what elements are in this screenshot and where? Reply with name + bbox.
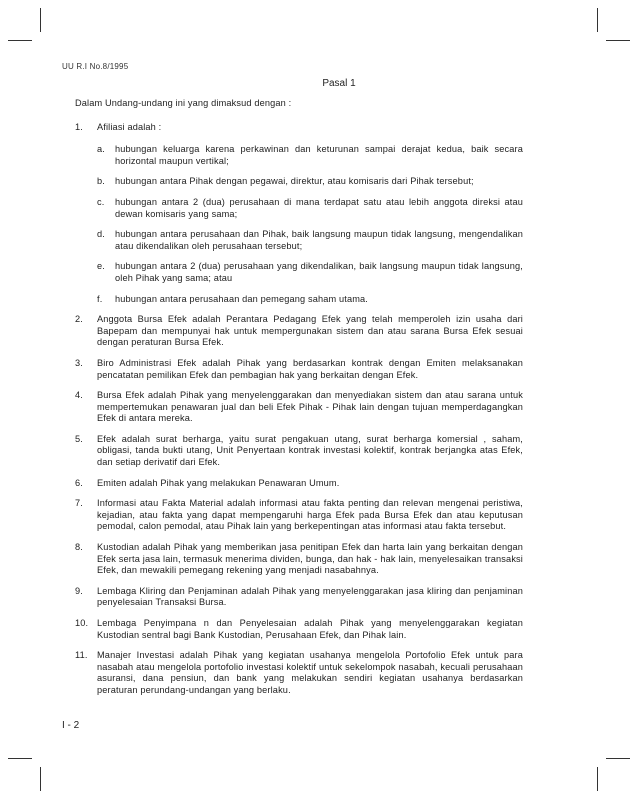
item-text: Emiten adalah Pihak yang melakukan Penawaran Umum. — [97, 477, 340, 488]
sub-item-list — [97, 144, 523, 305]
sub-item — [97, 294, 523, 306]
item-number: 7. — [75, 498, 83, 509]
crop-mark — [606, 40, 630, 41]
item-number: 6. — [75, 477, 83, 488]
sub-item-text: hubungan antara 2 (dua) perusahaan di mana terdapat satu atau lebih anggota direksi atau dewan komisaris yang sama; — [115, 196, 523, 219]
item-number: 9. — [75, 585, 83, 596]
sub-item-letter: f. — [97, 293, 103, 304]
definition-item — [75, 586, 523, 609]
item-text: Efek adalah surat berharga, yaitu surat pengakuan utang, surat berharga komersial , saham, obligasi, tanda bukti utang, Unit Penyertaan kontrak investasi kolektif, kontrak berjangka atas Efek, dan setiap derivatif dari Efek. — [97, 433, 523, 468]
item-text: Lembaga Penyimpana n dan Penyelesaian adalah Pihak yang menyelenggarakan kegiatan Kustodian sentral bagi Bank Kustodian, Perusahaan Efek, dan Pihak lain. — [97, 618, 523, 640]
sub-item — [97, 176, 523, 188]
item-number: 11. — [75, 650, 88, 661]
page-number: I - 2 — [62, 720, 80, 731]
crop-mark — [8, 758, 32, 759]
sub-item-letter: d. — [97, 229, 105, 240]
item-text: Informasi atau Fakta Material adalah informasi atau fakta penting dan relevan mengenai peristiwa, kejadian, atau fakta yang dapat mempengaruhi harga Efek pada Bursa Efek dan atau keputusan pemodal, calon pemodal, atau Pihak lain yang berkepentingan atas informasi atau fakta tersebut. — [97, 498, 523, 532]
crop-mark — [8, 40, 32, 41]
document-reference: UU R.I No.8/1995 — [62, 62, 129, 71]
crop-mark — [597, 8, 598, 32]
sub-item — [97, 197, 523, 220]
item-text: Manajer Investasi adalah Pihak yang kegiatan usahanya mengelola Portofolio Efek untuk para nasabah atau mengelola portofolio investasi kolektif untuk sekelompok nasabah, kecuali perusahaan asuransi, dana pensiun, dan bank yang melakukan sendiri kegiatan usahanya berdasarkan peraturan perundang-undangan yang berlaku. — [97, 650, 523, 695]
sub-item — [97, 144, 523, 167]
item-number: 10. — [75, 618, 89, 628]
crop-mark — [597, 767, 598, 791]
definition-item — [75, 358, 523, 381]
sub-item-text: hubungan antara perusahaan dan Pihak, baik langsung maupun tidak langsung, mengendalikan atau dikendalikan oleh perusahaan tersebut; — [115, 229, 523, 251]
sub-item-text: hubungan antara 2 (dua) perusahaan yang dikendalikan, baik langsung maupun tidak langsung, oleh Pihak yang sama; atau — [115, 261, 523, 283]
definition-item — [75, 542, 523, 577]
definition-item — [75, 478, 523, 490]
crop-mark — [40, 8, 41, 32]
item-text: Biro Administrasi Efek adalah Pihak yang berdasarkan kontrak dengan Emiten melaksanakan pencatatan pemilikan Efek dan pembagian hak yang berkaitan dengan Efek. — [97, 357, 523, 380]
item-text: Kustodian adalah Pihak yang memberikan jasa penitipan Efek dan harta lain yang berkaitan dengan Efek serta jasa lain, termasuk menerima dividen, bunga, dan hak - hak lain, menyelesaikan transaksi Efek, dan mewakili pemegang rekening yang menjadi nasabahnya. — [97, 542, 523, 576]
article-body — [75, 98, 523, 706]
article-title: Pasal 1 — [322, 78, 356, 89]
definition-item — [75, 390, 523, 425]
definition-item — [75, 618, 523, 641]
sub-item-letter: e. — [97, 261, 105, 272]
crop-mark — [606, 758, 630, 759]
item-number: 8. — [75, 542, 83, 553]
sub-item-text: hubungan keluarga karena perkawinan dan keturunan sampai derajat kedua, baik secara horizontal maupun vertikal; — [115, 144, 523, 166]
sub-item — [97, 261, 523, 284]
item-text: Anggota Bursa Efek adalah Perantara Pedagang Efek yang telah memperoleh izin usaha dari Bapepam dan mempunyai hak untuk mempergunakan sistem dan atau sarana Bursa Efek sesuai dengan peraturan Bursa Efek. — [97, 314, 523, 348]
definition-item — [75, 498, 523, 533]
definition-item — [75, 650, 523, 696]
definition-item — [75, 314, 523, 349]
sub-item-letter: b. — [97, 176, 105, 187]
sub-item-letter: c. — [97, 196, 105, 207]
definition-item — [75, 434, 523, 469]
intro-text: Dalam Undang-undang ini yang dimaksud dengan : — [75, 98, 292, 108]
item-number: 3. — [75, 357, 83, 368]
definition-item — [75, 122, 523, 306]
item-number: 1. — [75, 121, 83, 132]
sub-item-text: hubungan antara Pihak dengan pegawai, direktur, atau komisaris dari Pihak tersebut; — [115, 176, 474, 187]
item-number: 5. — [75, 433, 83, 444]
sub-item-text: hubungan antara perusahaan dan pemegang saham utama. — [115, 293, 368, 304]
item-number: 4. — [75, 390, 83, 401]
sub-item — [97, 229, 523, 252]
crop-mark — [40, 767, 41, 791]
definition-list — [75, 122, 523, 697]
item-text: Bursa Efek adalah Pihak yang menyelenggarakan dan menyediakan sistem dan atau sarana untuk mempertemukan penawaran jual dan beli Efek Pihak - Pihak lain dengan tujuan memperdagangkan Efek di antara mereka. — [97, 390, 523, 424]
item-number: 2. — [75, 314, 83, 325]
item-text: Lembaga Kliring dan Penjaminan adalah Pihak yang menyelenggarakan jasa kliring dan penjaminan penyelesaian Transaksi Bursa. — [97, 585, 523, 608]
item-text: Afiliasi adalah : — [97, 121, 162, 132]
sub-item-letter: a. — [97, 144, 105, 155]
